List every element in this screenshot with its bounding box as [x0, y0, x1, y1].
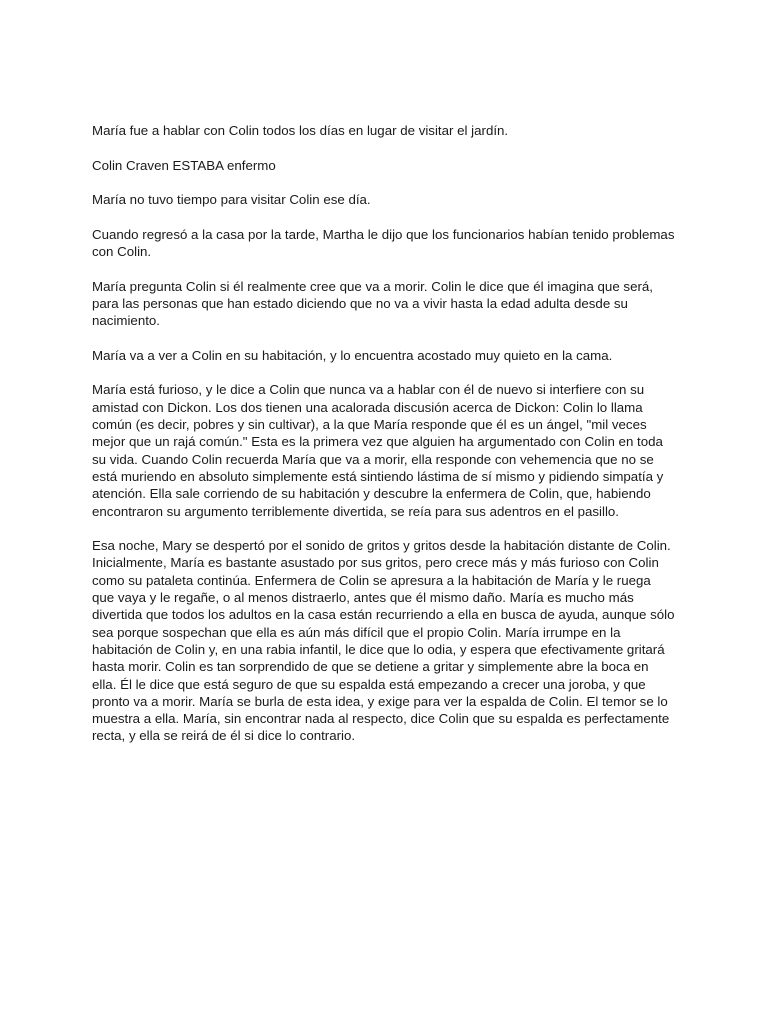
paragraph-2: Colin Craven ESTABA enfermo [92, 157, 276, 173]
paragraph-5: María pregunta Colin si él realmente cree que va a morir. Colin le dice que él imagina que será, para las personas que han estado diciendo que no va a vivir hasta la edad adulta desde su nacimiento. [92, 278, 653, 329]
paragraph-7: María está furioso, y le dice a Colin que nunca va a hablar con él de nuevo si interfiere con su amistad con Dickon. Los dos tienen una acalorada discusión acerca de Dickon: Colin lo llama común (es decir, pobres y sin cultivar), a la que María responde que él es un ángel, "mil veces mejor que un rajá común." Esta es la primera vez que alguien ha argumentado con Colin en toda su vida. Cuando Colin recuerda María que va a morir, ella responde con vehemencia que no se está muriendo en absoluto simplemente está sintiendo lástima de sí mismo y pidiendo simpatía y atención. Ella sale corriendo de su habitación y descubre la enfermera de Colin, que, habiendo encontraron su argumento terriblemente divertida, se reía para sus adentros en el pasillo. [92, 382, 664, 519]
paragraph-1: María fue a hablar con Colin todos los días en lugar de visitar el jardín. [92, 123, 509, 138]
paragraph-3: María no tuvo tiempo para visitar Colin ese día. [92, 192, 371, 208]
document-body [92, 122, 676, 762]
paragraph-4: Cuando regresó a la casa por la tarde, Martha le dijo que los funcionarios habían tenido problemas con Colin. [92, 226, 675, 260]
paragraph-8: Esa noche, Mary se despertó por el sonido de gritos y gritos desde la habitación distante de Colin. Inicialmente, María es bastante asustado por sus gritos, pero crece más y más furioso con Colin como su pataleta continúa. Enfermera de Colin se apresura a la habitación de María y le ruega que vaya y le regañe, o al menos distraerlo, antes que él mismo daño. María es mucho más divertida que todos los adultos en la casa están recurriendo a ella en busca de ayuda, aunque sólo sea porque sospechan que ella es aún más difícil que el propio Colin. María irrumpe en la habitación de Colin y, en una rabia infantil, le dice que lo odia, y espera que efectivamente gritará hasta morir. Colin es tan sorprendido de que se detiene a gritar y simplemente abre la boca en ella. Él le dice que está seguro de que su espalda está empezando a crecer una joroba, y que pronto va a morir. María se burla de esta idea, y exige para ver la espalda de Colin. El temor se lo muestra a ella. María, sin encontrar nada al respecto, dice Colin que su espalda es perfectamente recta, y ella se reirá de él si dice lo contrario. [92, 538, 675, 744]
paragraph-6: María va a ver a Colin en su habitación, y lo encuentra acostado muy quieto en la cama. [92, 347, 613, 363]
